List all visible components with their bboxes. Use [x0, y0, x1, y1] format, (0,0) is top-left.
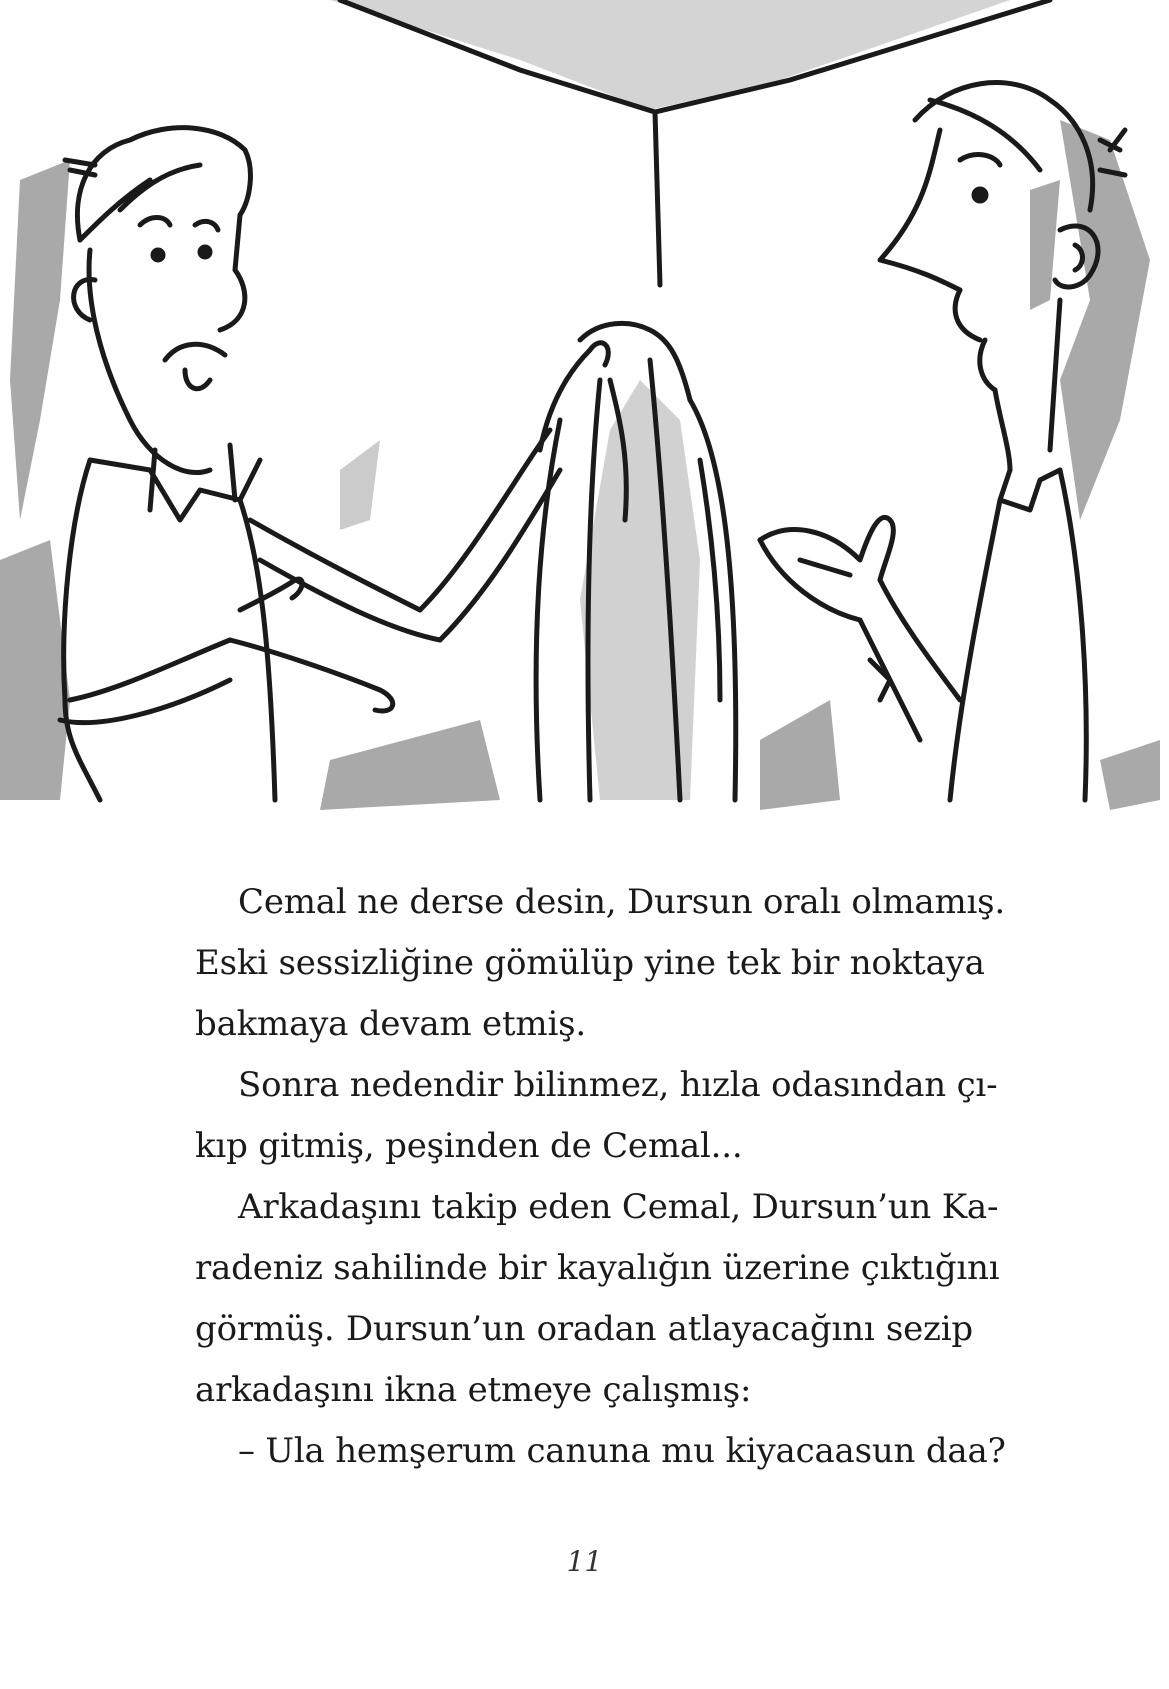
- paragraph-3-line-2: radeniz sahilinde bir kayalığın üzerine çıktığını: [195, 1248, 1000, 1288]
- paragraph-3-line-1: Arkadaşını takip eden Cemal, Dursun’un Ka-: [238, 1187, 999, 1227]
- paragraph-4-line-1: – Ula hemşerum canuna mu kiyacaasun daa?: [238, 1431, 1006, 1471]
- paragraph-3-line-3: görmüş. Dursun’un oradan atlayacağını sezip: [195, 1309, 973, 1349]
- paragraph-2-line-1: Sonra nedendir bilinmez, hızla odasından çı-: [238, 1065, 998, 1105]
- paragraph-1-line-1: Cemal ne derse desin, Dursun oralı olmamış.: [238, 882, 1006, 922]
- paragraph-1-line-2: Eski sessizliğine gömülüp yine tek bir noktaya: [195, 943, 985, 983]
- paragraph-3-line-4: arkadaşını ikna etmeye çalışmış:: [195, 1370, 752, 1410]
- paragraph-1-line-3: bakmaya devam etmiş.: [195, 1004, 587, 1044]
- story-text: [195, 872, 1006, 1482]
- page-number: 11: [566, 1545, 603, 1578]
- book-illustration: [0, 0, 1169, 815]
- two-men-with-cloth-illustration-icon: [0, 0, 1169, 815]
- paragraph-2-line-2: kıp gitmiş, peşinden de Cemal...: [195, 1126, 743, 1166]
